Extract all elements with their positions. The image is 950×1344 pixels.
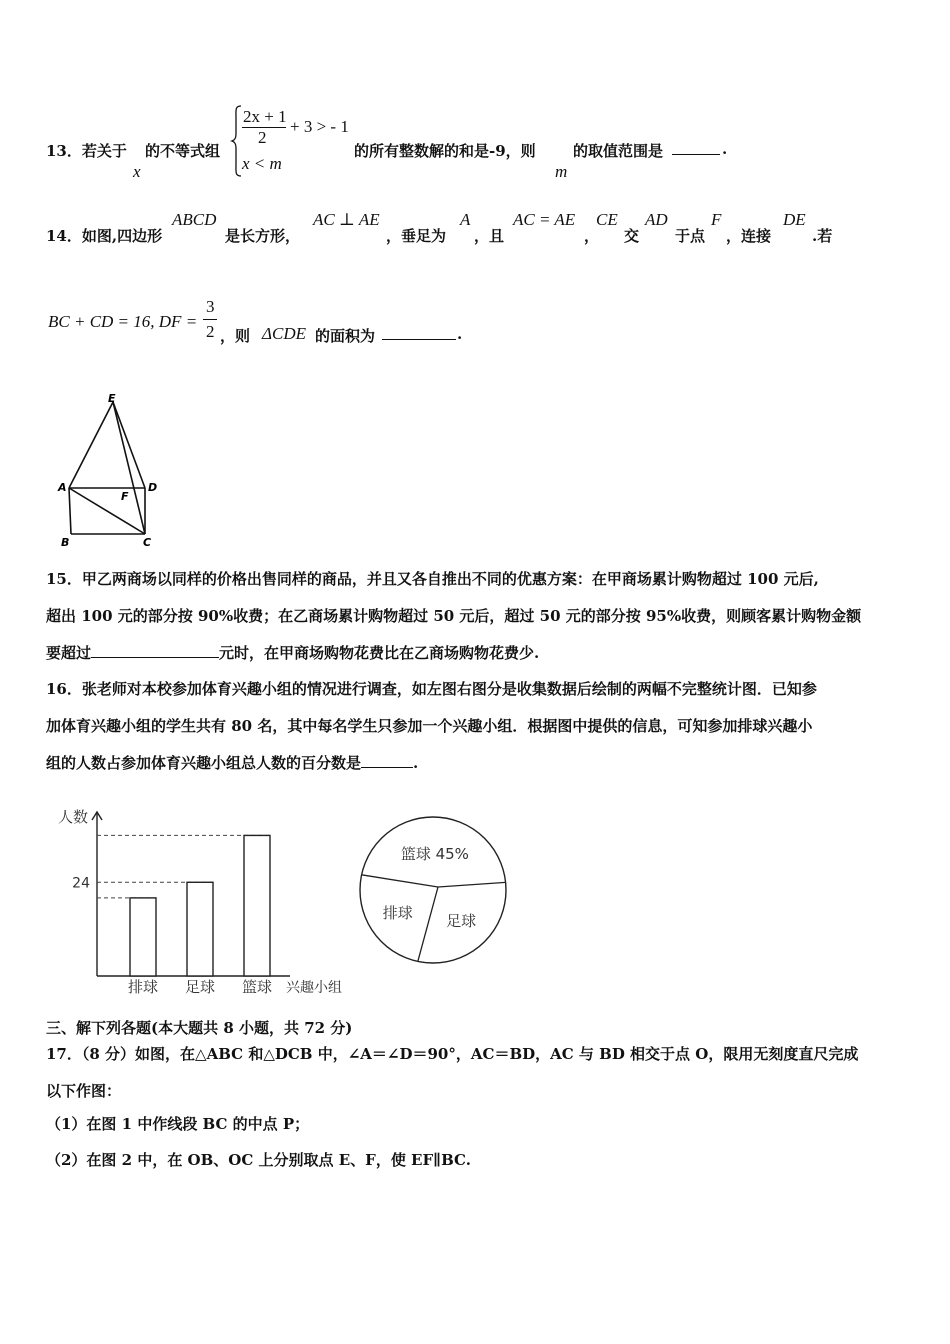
q16-answer-blank — [361, 753, 413, 768]
q13-tail: 的取值范围是 — [573, 142, 664, 160]
bar-category-label-2: 篮球 — [241, 978, 273, 996]
q13-middle: 的不等式组 — [145, 142, 221, 160]
q14-f: F — [711, 210, 722, 229]
q14-df-denominator: 2 — [206, 322, 215, 341]
q14-de: DE — [783, 210, 806, 229]
q14-condition: BC + CD = 16, DF = — [48, 312, 198, 331]
label-D: D — [148, 481, 158, 494]
bar-chart — [50, 800, 360, 1000]
q14-comma: ， — [584, 227, 600, 245]
q14-t8: ，则 — [220, 327, 251, 345]
segment-AC — [69, 488, 145, 534]
q15-line3 — [46, 642, 539, 663]
q13-ineq2: x < m — [242, 154, 282, 173]
q16-line1: 16．张老师对本校参加体育兴趣小组的情况进行调查，如左图右图分是收集数据后绘制的两幅不完整统计图．已知参 — [46, 680, 817, 698]
segment-AE — [69, 402, 113, 488]
label-A: A — [58, 481, 67, 494]
q13-after: 的所有整数解的和是-9，则 — [354, 142, 536, 160]
q15-answer-blank — [91, 643, 219, 658]
segment-EC — [113, 402, 145, 534]
x-axis-label: 兴趣小组 — [286, 980, 342, 996]
q14-figure — [55, 390, 165, 550]
bar-2 — [244, 835, 270, 976]
q13-answer-blank — [672, 140, 720, 155]
bar-1 — [187, 882, 213, 976]
y-axis-label: 人数 — [58, 808, 89, 826]
q16-line3 — [46, 752, 418, 773]
q17-line1: 17．（8 分）如图，在△ABC 和△DCB 中，∠A＝∠D＝90°，AC＝BD，AC 与 BD 相交于点 O，限用无刻度直尺完成 — [46, 1045, 859, 1063]
q14-eq: AC = AE — [513, 210, 576, 229]
segment-AB — [69, 488, 71, 534]
q14-abcd: ABCD — [172, 210, 217, 229]
q17-line2: 以下作图： — [46, 1082, 122, 1100]
q13-var-x: x — [133, 162, 141, 181]
q13-prefix: 13．若关于 — [46, 142, 127, 160]
q17-line4: （2）在图 2 中，在 OB、OC 上分别取点 E、F，使 EF∥BC. — [46, 1151, 471, 1169]
pie-label-1: 足球 — [446, 912, 477, 931]
q13-frac-denominator: 2 — [258, 128, 267, 147]
label-E: E — [108, 392, 116, 405]
q14-t2: ，垂足为 — [386, 227, 447, 245]
q15-line1: 15．甲乙两商场以同样的价格出售同样的商品，并且又各自推出不同的优惠方案：在甲商场累计购物超过 100 元后, — [46, 570, 819, 588]
y-tick-label-0: 24 — [72, 875, 90, 892]
q14-t5: 于点 — [675, 227, 706, 245]
segment-ED — [113, 402, 145, 488]
q14-t1: 是长方形， — [225, 227, 301, 245]
q14-t6: ，连接 — [726, 227, 772, 245]
q15-line2: 超出 100 元的部分按 90%收费；在乙商场累计购物超过 50 元后，超过 50 元的部分按 95%收费，则顾客累计购物金额 — [46, 607, 862, 625]
pie-slices — [360, 817, 506, 963]
q14-t4: 交 — [624, 227, 640, 245]
bar-category-label-1: 足球 — [184, 978, 216, 996]
pie-label-2: 排球 — [382, 903, 413, 922]
section-3-heading: 三、解下列各题(本大题共 8 小题，共 72 分) — [46, 1019, 353, 1037]
q16-line2: 加体育兴趣小组的学生共有 80 名，其中每名学生只参加一个兴趣小组．根据图中提供的信息，可知参加排球兴趣小 — [46, 717, 813, 735]
bar-0 — [130, 898, 156, 976]
q13-frac-numerator: 2x + 1 — [243, 107, 287, 126]
q14-t9: 的面积为 — [315, 327, 376, 345]
q14-perp: AC ⊥ AE — [313, 210, 380, 229]
q14-end: . — [457, 325, 463, 343]
q14-answer-blank — [382, 325, 456, 340]
label-C: C — [143, 536, 152, 549]
label-F: F — [121, 490, 129, 503]
q16-line3-a: 组的人数占参加体育兴趣小组总人数的百分数是 — [46, 754, 362, 772]
q14-prefix: 14．如图,四边形 — [46, 227, 163, 245]
q14-a: A — [460, 210, 471, 229]
q15-line3-a: 要超过 — [46, 644, 92, 662]
pie-label-0: 篮球 45% — [400, 845, 469, 864]
q14-t7: .若 — [812, 227, 833, 245]
q14-ce: CE — [596, 210, 618, 229]
q14-t3: ，且 — [474, 227, 505, 245]
bar-category-label-0: 排球 — [127, 978, 159, 996]
q14-df-numerator: 3 — [206, 297, 215, 316]
pie-outline — [360, 817, 506, 963]
label-B: B — [61, 536, 70, 549]
q13-end: . — [722, 140, 728, 158]
q17-line3: （1）在图 1 中作线段 BC 的中点 P； — [46, 1115, 310, 1133]
q15-line3-b: 元时，在甲商场购物花费比在乙商场购物花费少. — [219, 644, 540, 662]
q14-ad: AD — [645, 210, 668, 229]
bar-series — [72, 835, 272, 996]
q13-var-m: m — [555, 162, 568, 181]
q14-df-fraction-bar — [203, 319, 217, 320]
pie-chart — [355, 805, 525, 985]
q14-triangle: ΔCDE — [262, 324, 306, 343]
q13-ineq-tail: + 3 > - 1 — [290, 117, 349, 136]
q16-line3-b: . — [413, 754, 419, 772]
